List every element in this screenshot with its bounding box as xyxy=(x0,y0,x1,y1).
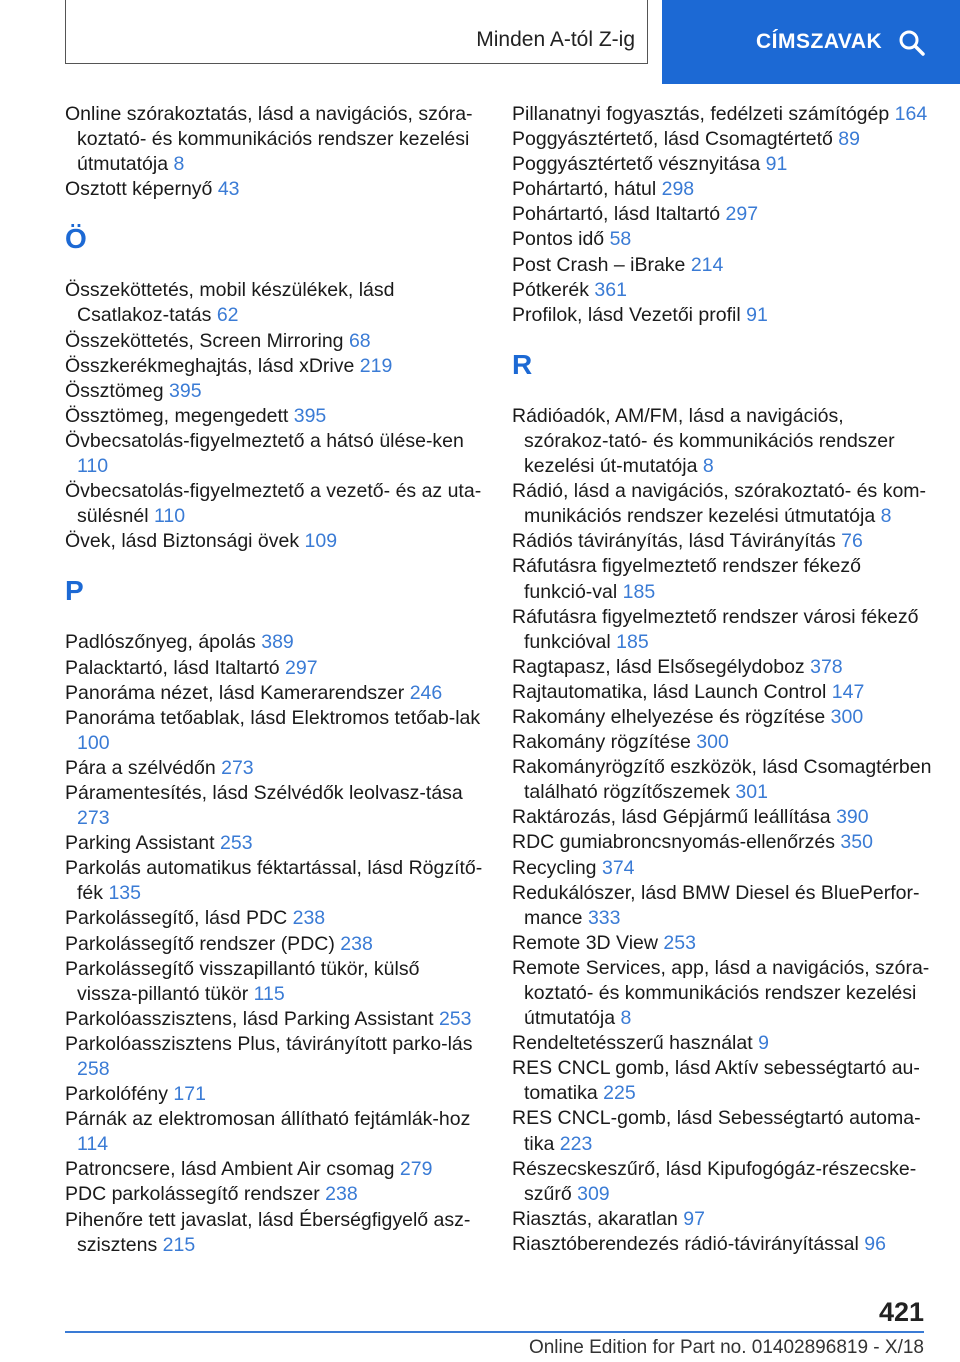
index-entry xyxy=(65,756,485,781)
index-entry-text: RDC gumiabroncsnyomás-ellenőrzés xyxy=(512,831,835,854)
index-entry xyxy=(512,479,932,529)
page-link[interactable]: 300 xyxy=(696,731,729,754)
index-entry xyxy=(65,177,485,202)
page-link[interactable]: 8 xyxy=(880,505,892,528)
index-entry-text: Ráfutásra figyelmeztető rendszer fékező funkció-val xyxy=(512,555,862,603)
index-entry xyxy=(512,830,932,855)
page-link[interactable]: 300 xyxy=(830,705,864,728)
index-letter-heading: P xyxy=(65,575,84,607)
index-entry-text: Poggyásztértető, lásd Csomagtértető xyxy=(512,128,833,151)
page-link[interactable]: 390 xyxy=(836,806,869,829)
index-entry xyxy=(512,202,932,227)
page-link[interactable]: 395 xyxy=(293,404,327,427)
index-entry-text: Online szórakoztatás, lásd a navigációs, szóra-koztató- és kommunikációs rendszer kezelési útmutatója xyxy=(65,103,473,176)
index-entry-text: Parkolóasszisztens, lásd Parking Assistant xyxy=(65,1007,434,1030)
index-entry xyxy=(65,1007,485,1032)
index-entry-text: Remote Services, app, lásd a navigációs, szóra-koztató- és kommunikációs rendszer kezelési útmutatója xyxy=(512,956,930,1030)
index-entry-text: Rádióadók, AM/FM, lásd a navigációs, szórakoz-tató- és kommunikációs rendszer kezelési út-mutatója xyxy=(512,404,895,478)
section-title: Minden A-tól Z-ig xyxy=(476,28,635,51)
index-entry xyxy=(512,755,932,805)
index-entry xyxy=(512,1106,932,1156)
index-entry xyxy=(512,404,932,479)
index-entry-text: Rakományrögzítő eszközök, lásd Csomagtérben található rögzítőszemek xyxy=(512,756,932,804)
page-link[interactable]: 374 xyxy=(601,856,635,879)
page-link[interactable]: 223 xyxy=(559,1132,593,1155)
page-link[interactable]: 361 xyxy=(594,278,627,301)
page-link[interactable]: 8 xyxy=(702,455,714,478)
page-link[interactable]: 333 xyxy=(587,906,621,929)
index-entry xyxy=(65,906,485,931)
index-entry xyxy=(65,479,485,529)
index-entry-text: Profilok, lásd Vezetői profil xyxy=(512,303,741,326)
index-entry-text: Rádiós távirányítás, lásd Távirányítás xyxy=(512,530,836,553)
index-entry xyxy=(512,856,932,881)
page-link[interactable]: 238 xyxy=(340,932,373,955)
page-link[interactable]: 97 xyxy=(683,1207,705,1230)
index-entry-text: Palacktartó, lásd Italtartó xyxy=(65,656,280,679)
index-entry xyxy=(512,881,932,931)
index-entry xyxy=(65,957,485,1007)
index-entry-text: Raktározás, lásd Gépjármű leállítása xyxy=(512,806,831,829)
index-entry xyxy=(512,805,932,830)
index-entry xyxy=(512,680,932,705)
page-link[interactable]: 253 xyxy=(663,931,696,954)
index-entry-text: Parkolás automatikus féktartással, lásd Rögzítő-fék xyxy=(65,857,483,905)
index-entry-text: Recycling xyxy=(512,856,597,879)
page-link[interactable]: 164 xyxy=(894,103,928,125)
page-link[interactable]: 147 xyxy=(831,680,865,703)
index-entry-text: Parkolássegítő visszapillantó tükör, külső vissza-pillantó tükör xyxy=(65,957,420,1005)
index-entry xyxy=(512,529,932,554)
index-entry-text: Övbecsatolás-figyelmeztető a hátsó ülése-ken xyxy=(65,429,464,452)
index-entry-text: Rakomány rögzítése xyxy=(512,731,691,754)
index-entry xyxy=(65,681,485,706)
index-entry xyxy=(65,781,485,831)
page-link[interactable]: 109 xyxy=(304,530,338,553)
index-entry-text: Pillanatnyi fogyasztás, fedélzeti számítógép xyxy=(512,103,890,125)
index-entry-text: Összeköttetés, Screen Mirroring xyxy=(65,329,344,352)
page-link[interactable]: 301 xyxy=(735,781,768,804)
page-link[interactable]: 395 xyxy=(169,379,202,402)
page-link[interactable]: 114 xyxy=(77,1133,109,1156)
index-entry xyxy=(512,177,932,202)
index-entry xyxy=(65,429,485,479)
index-entry xyxy=(65,1208,485,1258)
index-entry-text: Pohártartó, hátul xyxy=(512,178,657,201)
index-entry xyxy=(512,931,932,956)
page-link[interactable]: 68 xyxy=(348,329,371,352)
index-entry-text: Parkolóasszisztens Plus, távirányított parko-lás xyxy=(65,1032,473,1055)
index-entry-text: Ragtapasz, lásd Elsősegélydoboz xyxy=(512,655,805,678)
page-link[interactable]: 238 xyxy=(292,907,326,930)
index-entry xyxy=(512,1207,932,1232)
index-entry xyxy=(512,1232,932,1257)
page-link[interactable]: 89 xyxy=(838,128,860,151)
page-link[interactable]: 135 xyxy=(108,882,141,905)
index-entry xyxy=(65,1182,485,1207)
footer-divider xyxy=(65,1331,924,1333)
index-entry-text: Rádió, lásd a navigációs, szórakoztató- és kom-munikációs rendszer kezelési útmutatója xyxy=(512,480,927,528)
index-entry-text: Pohártartó, lásd Italtartó xyxy=(512,203,721,226)
page-link[interactable]: 91 xyxy=(765,153,788,176)
index-entry xyxy=(512,655,932,680)
page-link[interactable]: 185 xyxy=(622,580,656,603)
index-entry xyxy=(512,605,932,655)
index-entry xyxy=(65,706,485,756)
index-entry-text: Össztömeg xyxy=(65,379,164,402)
index-entry xyxy=(512,303,932,328)
page-link[interactable]: 8 xyxy=(620,1007,632,1030)
index-entry xyxy=(512,730,932,755)
index-entry-text: Övbecsatolás-figyelmeztető a vezető- és az uta-sülésnél xyxy=(65,480,482,528)
index-entry-text: Patroncsere, lásd Ambient Air csomag xyxy=(65,1158,395,1181)
index-letter-heading: R xyxy=(512,348,533,380)
page-link[interactable]: 258 xyxy=(77,1058,110,1080)
index-entry xyxy=(512,227,932,252)
index-entry xyxy=(65,656,485,681)
page-link[interactable]: 273 xyxy=(221,756,254,779)
index-entry xyxy=(512,956,932,1031)
page-link[interactable]: 238 xyxy=(325,1183,358,1206)
page-link[interactable]: 96 xyxy=(864,1232,886,1255)
page-link[interactable]: 298 xyxy=(661,178,695,201)
index-entry-text: Párnák az elektromosan állítható fejtámlák-hoz xyxy=(65,1108,471,1131)
page-link[interactable]: 378 xyxy=(810,655,843,678)
section-header xyxy=(65,0,648,64)
page-link[interactable]: 62 xyxy=(216,304,239,327)
index-entry-text: Össztömeg, megengedett xyxy=(65,404,289,427)
page-link[interactable]: 214 xyxy=(690,253,724,276)
page-link[interactable]: 297 xyxy=(725,203,759,226)
index-entry xyxy=(512,127,932,152)
index-entry-text: Riasztás, akaratlan xyxy=(512,1207,678,1230)
index-entry-text: PDC parkolássegítő rendszer xyxy=(65,1183,320,1206)
page-link[interactable]: 8 xyxy=(173,153,185,176)
index-entry-text: Részecskeszűrő, lásd Kipufogógáz-részecske-szűrő xyxy=(512,1157,917,1205)
index-entry xyxy=(65,1107,485,1157)
page-link[interactable]: 297 xyxy=(285,656,318,679)
index-entry-text: Rajtautomatika, lásd Launch Control xyxy=(512,680,827,703)
index-entry xyxy=(512,253,932,278)
index-entry-text: Rendeltetésszerű használat xyxy=(512,1032,753,1055)
index-entry xyxy=(65,529,485,554)
index-entry-text: Páramentesítés, lásd Szélvédők leolvasz-tása xyxy=(65,781,463,804)
index-entry-text: Osztott képernyő xyxy=(65,178,213,201)
index-entry xyxy=(512,705,932,730)
page-link[interactable]: 253 xyxy=(438,1007,472,1030)
index-entry xyxy=(65,278,485,328)
index-entry xyxy=(65,1032,485,1082)
index-column-right xyxy=(512,102,932,1257)
index-entry-text: Parkolófény xyxy=(65,1083,168,1106)
index-column-left xyxy=(65,102,485,1258)
page-link[interactable]: 215 xyxy=(162,1233,196,1256)
index-entry-text: Riasztóberendezés rádió-távirányítással xyxy=(512,1232,859,1255)
index-entry-text: Poggyásztértető vésznyitása xyxy=(512,153,761,176)
index-entry-text: RES CNCL-gomb, lásd Sebességtartó automa-tika xyxy=(512,1107,921,1155)
search-icon[interactable] xyxy=(898,29,926,57)
page-link[interactable]: 185 xyxy=(616,630,649,653)
index-entry-text: Remote 3D View xyxy=(512,931,658,954)
page-link[interactable]: 100 xyxy=(77,731,110,754)
keywords-button-label: CÍMSZAVAK xyxy=(756,30,883,53)
index-entry xyxy=(65,354,485,379)
index-entry xyxy=(512,278,932,303)
page-link[interactable]: 219 xyxy=(359,354,393,377)
page-link[interactable]: 389 xyxy=(261,631,294,654)
page-link[interactable]: 91 xyxy=(746,303,768,326)
page-link[interactable]: 43 xyxy=(217,178,240,201)
page-link[interactable]: 309 xyxy=(577,1182,610,1205)
page-link[interactable]: 246 xyxy=(409,681,443,704)
index-entry-text: Ráfutásra figyelmeztető rendszer városi fékező funkcióval xyxy=(512,605,919,653)
index-entry xyxy=(65,329,485,354)
index-entry xyxy=(512,1031,932,1056)
index-entry-text: Parkolássegítő, lásd PDC xyxy=(65,907,288,930)
index-entry-text: Rakomány elhelyezése és rögzítése xyxy=(512,705,826,728)
index-entry-text: Összeköttetés, mobil készülékek, lásd Csatlakoz-tatás xyxy=(65,279,395,327)
page-link[interactable]: 9 xyxy=(758,1032,769,1055)
index-entry-text: Pótkerék xyxy=(512,278,589,301)
page-link[interactable]: 279 xyxy=(399,1158,433,1181)
index-entry xyxy=(65,102,485,177)
page-link[interactable]: 110 xyxy=(77,455,109,478)
index-letter-heading: Ö xyxy=(65,223,87,255)
page-link[interactable]: 58 xyxy=(609,228,632,251)
index-entry-text: Padlószőnyeg, ápolás xyxy=(65,631,256,654)
index-entry-text: Övek, lásd Biztonsági övek xyxy=(65,530,300,553)
index-entry xyxy=(65,630,485,655)
index-entry xyxy=(512,1056,932,1106)
index-entry xyxy=(65,404,485,429)
page-link[interactable]: 253 xyxy=(220,832,253,855)
index-entry-text: Parking Assistant xyxy=(65,832,215,855)
index-entry-text: Pára a szélvédőn xyxy=(65,756,216,779)
index-entry xyxy=(65,856,485,906)
index-entry xyxy=(512,554,932,604)
index-entry xyxy=(65,831,485,856)
index-entry-text: Post Crash – iBrake xyxy=(512,253,686,276)
page-link[interactable]: 225 xyxy=(603,1082,636,1105)
index-entry-text: Parkolássegítő rendszer (PDC) xyxy=(65,932,335,955)
index-entry-text: Összkerékmeghajtás, lásd xDrive xyxy=(65,354,355,377)
page-link[interactable]: 273 xyxy=(77,807,110,830)
index-entry xyxy=(512,152,932,177)
page-link[interactable]: 110 xyxy=(153,505,186,528)
edition-text: Online Edition for Part no. 01402896819 - X/18 xyxy=(528,1337,924,1358)
index-entry xyxy=(65,1157,485,1182)
index-entry-text: Panoráma nézet, lásd Kamerarendszer xyxy=(65,681,405,704)
index-entry xyxy=(512,1157,932,1207)
index-entry-text: Pontos idő xyxy=(512,228,605,251)
keywords-button[interactable] xyxy=(662,0,960,84)
index-entry xyxy=(65,379,485,404)
index-entry-text: Redukálószer, lásd BMW Diesel és BluePerfor-mance xyxy=(512,881,920,929)
index-entry-text: RES CNCL gomb, lásd Aktív sebességtartó au-tomatika xyxy=(512,1057,920,1105)
index-entry-text: Panoráma tetőablak, lásd Elektromos tetőab-lak xyxy=(65,706,481,729)
index-entry xyxy=(65,932,485,957)
index-entry xyxy=(65,1082,485,1107)
index-entry-text: Pihenőre tett javaslat, lásd Éberségfigyelő asz-szisztens xyxy=(65,1208,471,1256)
index-entry xyxy=(512,102,932,127)
page-number: 421 xyxy=(878,1297,924,1327)
page-link[interactable]: 350 xyxy=(840,831,873,854)
page-link[interactable]: 115 xyxy=(253,982,285,1005)
page-link[interactable]: 171 xyxy=(173,1083,206,1106)
page-link[interactable]: 76 xyxy=(841,530,863,553)
